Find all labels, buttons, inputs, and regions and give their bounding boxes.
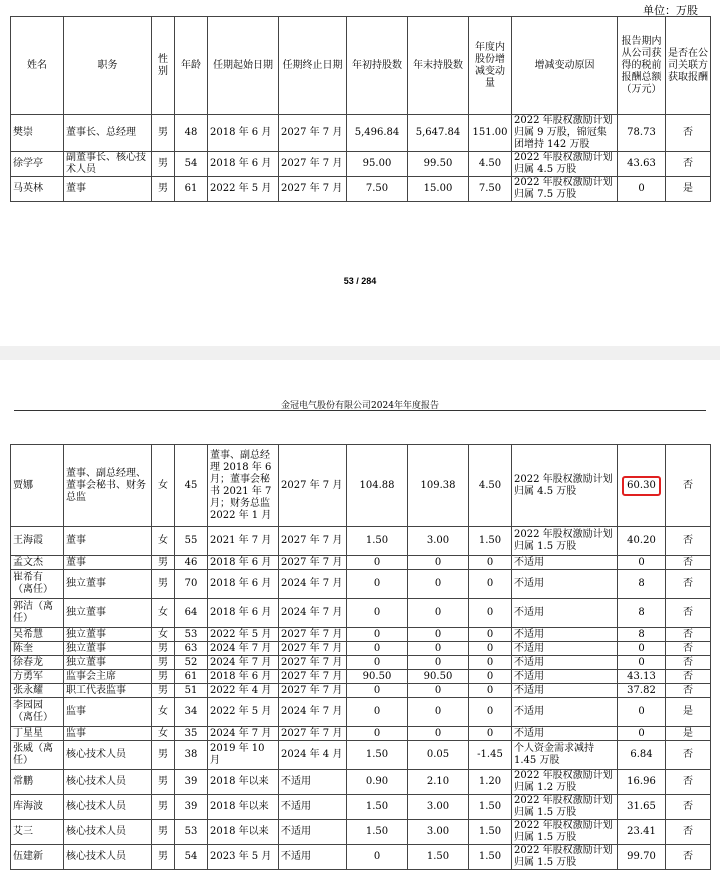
table-cell: 1.50	[347, 527, 408, 556]
table-cell: 核心技术人员	[64, 795, 152, 820]
table-cell: 伍建新	[11, 845, 64, 870]
table-cell: 不适用	[512, 727, 618, 741]
table-cell: 2027 年 7 月	[279, 527, 347, 556]
table-cell: 0	[347, 556, 408, 570]
table-cell: 男	[152, 642, 175, 656]
table-cell: 8	[618, 570, 666, 599]
table-row	[11, 770, 711, 795]
table-cell: 3.00	[408, 527, 469, 556]
table-cell: 35	[175, 727, 208, 741]
table-row	[11, 741, 711, 770]
table-cell: 40.20	[618, 527, 666, 556]
table-row	[11, 642, 711, 656]
table-cell: 109.38	[408, 445, 469, 527]
table-cell: 男	[152, 115, 175, 152]
table-cell: 61	[175, 670, 208, 684]
table-cell: 48	[175, 115, 208, 152]
table-cell: 0	[469, 628, 512, 642]
table-cell: 董事、副总经理、董事会秘书、财务总监	[64, 445, 152, 527]
column-header: 年度内股份增减变动量	[469, 17, 512, 115]
table-cell: 2018 年 6 月	[208, 570, 279, 599]
table-cell: 2022 年 5 月	[208, 628, 279, 642]
table-cell: 2022 年股权激励计划归属 1.5 万股	[512, 820, 618, 845]
table-cell: 否	[666, 570, 711, 599]
table-cell: 0	[408, 656, 469, 670]
table-cell: 核心技术人员	[64, 770, 152, 795]
unit-label: 单位：万股	[643, 4, 698, 17]
table-row	[11, 727, 711, 741]
table-cell: 王海霞	[11, 527, 64, 556]
table-cell: 8	[618, 628, 666, 642]
table-cell: 7.50	[347, 177, 408, 202]
column-header: 职务	[64, 17, 152, 115]
table-cell: 吴希慧	[11, 628, 64, 642]
table-cell: 不适用	[279, 770, 347, 795]
table-cell: 2022 年股权激励计划归属 4.5 万股	[512, 445, 618, 527]
table-cell: 0	[347, 599, 408, 628]
page-number: 53 / 284	[343, 276, 377, 286]
table-cell: 23.41	[618, 820, 666, 845]
table-cell: 2022 年 5 月	[208, 698, 279, 727]
table-cell: 监事	[64, 727, 152, 741]
table-cell: 监事会主席	[64, 670, 152, 684]
table-cell: 2018 年以来	[208, 795, 279, 820]
table-row	[11, 152, 711, 177]
shareholding-table-top	[10, 16, 711, 202]
column-header: 增减变动原因	[512, 17, 618, 115]
table-cell: 董事、副总经理 2018 年 6 月；董事会秘书 2021 年 7 月；财务总监 2022 年 1 月	[208, 445, 279, 527]
table-cell: 2024 年 7 月	[279, 570, 347, 599]
table-cell: 否	[666, 670, 711, 684]
table-cell: 0	[347, 845, 408, 870]
table-cell: 否	[666, 152, 711, 177]
table-cell: 是	[666, 698, 711, 727]
table-cell	[618, 445, 666, 527]
table-cell: 53	[175, 628, 208, 642]
table-cell: 1.50	[469, 795, 512, 820]
table-cell: 男	[152, 820, 175, 845]
table-cell: 2024 年 7 月	[208, 642, 279, 656]
table-cell: 2027 年 7 月	[279, 152, 347, 177]
table-cell: 女	[152, 599, 175, 628]
table-cell: 7.50	[469, 177, 512, 202]
report-header: 金冠电气股份有限公司2024年年度报告	[14, 398, 706, 411]
header-row	[11, 17, 711, 115]
table-cell: 2018 年 6 月	[208, 556, 279, 570]
page-break	[0, 346, 720, 360]
table-cell: 否	[666, 642, 711, 656]
table-cell: 男	[152, 656, 175, 670]
table-cell: 1.20	[469, 770, 512, 795]
table-cell: 2022 年股权激励计划归属 1.5 万股	[512, 845, 618, 870]
table-cell: 52	[175, 656, 208, 670]
table-cell: 独立董事	[64, 642, 152, 656]
table-cell: 职工代表监事	[64, 684, 152, 698]
table-cell: 8	[618, 599, 666, 628]
table-cell: 0	[469, 599, 512, 628]
table-cell: 常鹏	[11, 770, 64, 795]
table-cell: 男	[152, 795, 175, 820]
table-cell: 方勇军	[11, 670, 64, 684]
table-cell: 0	[469, 670, 512, 684]
table-cell: 库海波	[11, 795, 64, 820]
table-cell: 独立董事	[64, 656, 152, 670]
table-cell: 2027 年 7 月	[279, 656, 347, 670]
table-cell: 徐学亭	[11, 152, 64, 177]
table-row	[11, 115, 711, 152]
table-cell: 43.13	[618, 670, 666, 684]
table-cell: 15.00	[408, 177, 469, 202]
table-cell: 99.50	[408, 152, 469, 177]
table-cell: 0	[408, 727, 469, 741]
table-cell: 张威（离任）	[11, 741, 64, 770]
column-header: 年龄	[175, 17, 208, 115]
table-cell: 2024 年 7 月	[279, 599, 347, 628]
table-cell: 0	[469, 556, 512, 570]
table-cell: 2023 年 5 月	[208, 845, 279, 870]
table-cell: 0	[469, 642, 512, 656]
table-row	[11, 527, 711, 556]
table-cell: 0	[408, 599, 469, 628]
table-cell: 2024 年 7 月	[279, 698, 347, 727]
table-cell: 4.50	[469, 445, 512, 527]
table-cell: 徐春龙	[11, 656, 64, 670]
table-cell: 0	[618, 642, 666, 656]
table-row	[11, 845, 711, 870]
table-cell: 2.10	[408, 770, 469, 795]
table-cell: 38	[175, 741, 208, 770]
table-cell: 男	[152, 845, 175, 870]
shareholding-table-bottom	[10, 444, 711, 870]
table-cell: 否	[666, 845, 711, 870]
table-cell: 39	[175, 770, 208, 795]
table-cell: 0	[408, 570, 469, 599]
table-cell: 39	[175, 795, 208, 820]
table-cell: 否	[666, 115, 711, 152]
table-cell: 丁星星	[11, 727, 64, 741]
table-cell: 61	[175, 177, 208, 202]
table-cell: 否	[666, 556, 711, 570]
table-cell: 2027 年 7 月	[279, 628, 347, 642]
table-cell: 樊崇	[11, 115, 64, 152]
table-cell: 0	[408, 556, 469, 570]
column-header: 性别	[152, 17, 175, 115]
table-cell: 1.50	[469, 820, 512, 845]
table-cell: 51	[175, 684, 208, 698]
table-cell: 37.82	[618, 684, 666, 698]
table-cell: 90.50	[347, 670, 408, 684]
table-cell: 郭洁（离任）	[11, 599, 64, 628]
table-cell: 16.96	[618, 770, 666, 795]
table-cell: 独立董事	[64, 628, 152, 642]
table-cell: 是	[666, 177, 711, 202]
table-cell: 0	[347, 684, 408, 698]
table-cell: 女	[152, 628, 175, 642]
table-cell: -1.45	[469, 741, 512, 770]
table-cell: 崔希有（离任）	[11, 570, 64, 599]
table-row	[11, 177, 711, 202]
table-cell: 不适用	[279, 795, 347, 820]
table-cell: 否	[666, 527, 711, 556]
table-cell: 2022 年股权激励计划归属 4.5 万股	[512, 152, 618, 177]
table-cell: 董事	[64, 556, 152, 570]
table-cell: 2022 年股权激励计划归属 1.5 万股	[512, 795, 618, 820]
table-cell: 2018 年 6 月	[208, 152, 279, 177]
table-cell: 女	[152, 727, 175, 741]
table-row	[11, 570, 711, 599]
table-cell: 55	[175, 527, 208, 556]
table-cell: 2027 年 7 月	[279, 445, 347, 527]
table-cell: 5,496.84	[347, 115, 408, 152]
table-cell: 不适用	[512, 684, 618, 698]
table-cell: 男	[152, 570, 175, 599]
table-cell: 0	[618, 656, 666, 670]
table-cell: 0	[469, 570, 512, 599]
table-row	[11, 599, 711, 628]
table-cell: 核心技术人员	[64, 820, 152, 845]
table-cell: 陈奎	[11, 642, 64, 656]
table-cell: 2022 年股权激励计划归属 9 万股，锦冠集团增持 142 万股	[512, 115, 618, 152]
table-cell: 核心技术人员	[64, 741, 152, 770]
table-cell: 5,647.84	[408, 115, 469, 152]
table-cell: 女	[152, 698, 175, 727]
table-cell: 0	[469, 727, 512, 741]
table-cell: 45	[175, 445, 208, 527]
table-cell: 70	[175, 570, 208, 599]
table-cell: 6.84	[618, 741, 666, 770]
table-cell: 2024 年 7 月	[208, 656, 279, 670]
table-cell: 1.50	[408, 845, 469, 870]
table-cell: 54	[175, 845, 208, 870]
table-cell: 2027 年 7 月	[279, 556, 347, 570]
table-cell: 151.00	[469, 115, 512, 152]
table-cell: 1.50	[469, 527, 512, 556]
table-cell: 否	[666, 795, 711, 820]
table-cell: 0.05	[408, 741, 469, 770]
table-cell: 2027 年 7 月	[279, 115, 347, 152]
table-cell: 2022 年 4 月	[208, 684, 279, 698]
table-cell: 0	[347, 656, 408, 670]
table-cell: 0	[469, 656, 512, 670]
table-cell: 艾三	[11, 820, 64, 845]
table-cell: 31.65	[618, 795, 666, 820]
table-cell: 0	[347, 570, 408, 599]
table-cell: 女	[152, 527, 175, 556]
table-cell: 不适用	[512, 556, 618, 570]
table-cell: 2021 年 7 月	[208, 527, 279, 556]
table-cell: 2027 年 7 月	[279, 670, 347, 684]
column-header: 年末持股数	[408, 17, 469, 115]
table-row	[11, 656, 711, 670]
table-cell: 不适用	[512, 599, 618, 628]
table-cell: 个人资金需求减持 1.45 万股	[512, 741, 618, 770]
table-cell: 34	[175, 698, 208, 727]
table-cell: 1.50	[347, 795, 408, 820]
table-cell: 1.50	[347, 820, 408, 845]
table-cell: 否	[666, 628, 711, 642]
table-cell: 63	[175, 642, 208, 656]
table-cell: 64	[175, 599, 208, 628]
table-cell: 3.00	[408, 820, 469, 845]
table-cell: 2022 年股权激励计划归属 1.2 万股	[512, 770, 618, 795]
table-cell: 99.70	[618, 845, 666, 870]
column-header: 姓名	[11, 17, 64, 115]
table-cell: 否	[666, 770, 711, 795]
table-cell: 46	[175, 556, 208, 570]
table-cell: 否	[666, 820, 711, 845]
table-cell: 董事长、总经理	[64, 115, 152, 152]
table-cell: 男	[152, 177, 175, 202]
table-cell: 4.50	[469, 152, 512, 177]
column-header: 是否在公司关联方获取报酬	[666, 17, 711, 115]
table-cell: 2027 年 7 月	[279, 684, 347, 698]
table-cell: 是	[666, 727, 711, 741]
table-cell: 不适用	[512, 698, 618, 727]
table-cell: 0	[347, 727, 408, 741]
table-cell: 男	[152, 670, 175, 684]
table-cell: 0.90	[347, 770, 408, 795]
table-cell: 2022 年股权激励计划归属 1.5 万股	[512, 527, 618, 556]
table-cell: 0	[469, 698, 512, 727]
table-cell: 0	[618, 556, 666, 570]
table-cell: 2027 年 7 月	[279, 727, 347, 741]
table-cell: 2022 年股权激励计划归属 7.5 万股	[512, 177, 618, 202]
table-cell: 不适用	[512, 628, 618, 642]
table-row	[11, 556, 711, 570]
table-cell: 2018 年 6 月	[208, 599, 279, 628]
table-cell: 不适用	[279, 845, 347, 870]
table-row	[11, 795, 711, 820]
table-cell: 男	[152, 770, 175, 795]
table-cell: 95.00	[347, 152, 408, 177]
table-cell: 李园园（离任）	[11, 698, 64, 727]
table-cell: 不适用	[512, 670, 618, 684]
table-cell: 1.50	[469, 845, 512, 870]
table-cell: 0	[347, 642, 408, 656]
column-header: 报告期内从公司获得的税前报酬总额（万元）	[618, 17, 666, 115]
table-cell: 2024 年 4 月	[279, 741, 347, 770]
table-row	[11, 820, 711, 845]
table-cell: 监事	[64, 698, 152, 727]
table-cell: 否	[666, 741, 711, 770]
table-cell: 0	[408, 642, 469, 656]
table-cell: 2027 年 7 月	[279, 177, 347, 202]
table-cell: 78.73	[618, 115, 666, 152]
table-cell: 2027 年 7 月	[279, 642, 347, 656]
table-cell: 0	[408, 684, 469, 698]
table-cell: 104.88	[347, 445, 408, 527]
table-cell: 54	[175, 152, 208, 177]
table-row	[11, 684, 711, 698]
table-cell: 1.50	[347, 741, 408, 770]
table-cell: 副董事长、核心技术人员	[64, 152, 152, 177]
table-cell: 53	[175, 820, 208, 845]
table-cell: 2018 年以来	[208, 770, 279, 795]
table-cell: 90.50	[408, 670, 469, 684]
table-cell: 女	[152, 445, 175, 527]
table-cell: 马英林	[11, 177, 64, 202]
table-row	[11, 628, 711, 642]
table-cell: 0	[618, 177, 666, 202]
table-row	[11, 445, 711, 527]
table-cell: 董事	[64, 527, 152, 556]
table-cell: 张永耀	[11, 684, 64, 698]
table-cell: 孟文杰	[11, 556, 64, 570]
table-cell: 贾娜	[11, 445, 64, 527]
table-cell: 独立董事	[64, 599, 152, 628]
table-cell: 2018 年 6 月	[208, 670, 279, 684]
table-cell: 否	[666, 599, 711, 628]
table-cell: 董事	[64, 177, 152, 202]
table-cell: 0	[347, 628, 408, 642]
table-cell: 不适用	[512, 642, 618, 656]
table-cell: 2022 年 5 月	[208, 177, 279, 202]
table-cell: 0	[408, 698, 469, 727]
table-cell: 男	[152, 556, 175, 570]
table-cell: 不适用	[279, 820, 347, 845]
table-cell: 0	[408, 628, 469, 642]
table-cell: 不适用	[512, 656, 618, 670]
column-header: 任期起始日期	[208, 17, 279, 115]
table-cell: 0	[469, 684, 512, 698]
table-cell: 3.00	[408, 795, 469, 820]
table-cell: 独立董事	[64, 570, 152, 599]
table-row	[11, 670, 711, 684]
table-cell: 男	[152, 152, 175, 177]
column-header: 任期终止日期	[279, 17, 347, 115]
table-cell: 否	[666, 656, 711, 670]
highlighted-compensation-value: 60.30	[622, 476, 661, 496]
table-row	[11, 698, 711, 727]
table-cell: 0	[618, 727, 666, 741]
table-cell: 不适用	[512, 570, 618, 599]
table-cell: 2018 年以来	[208, 820, 279, 845]
table-cell: 0	[618, 698, 666, 727]
table-cell: 43.63	[618, 152, 666, 177]
table-cell: 2018 年 6 月	[208, 115, 279, 152]
table-cell: 核心技术人员	[64, 845, 152, 870]
table-cell: 0	[347, 698, 408, 727]
table-cell: 否	[666, 445, 711, 527]
table-cell: 2024 年 7 月	[208, 727, 279, 741]
table-cell: 2019 年 10 月	[208, 741, 279, 770]
table-cell: 男	[152, 741, 175, 770]
table-cell: 男	[152, 684, 175, 698]
column-header: 年初持股数	[347, 17, 408, 115]
table-cell: 否	[666, 684, 711, 698]
